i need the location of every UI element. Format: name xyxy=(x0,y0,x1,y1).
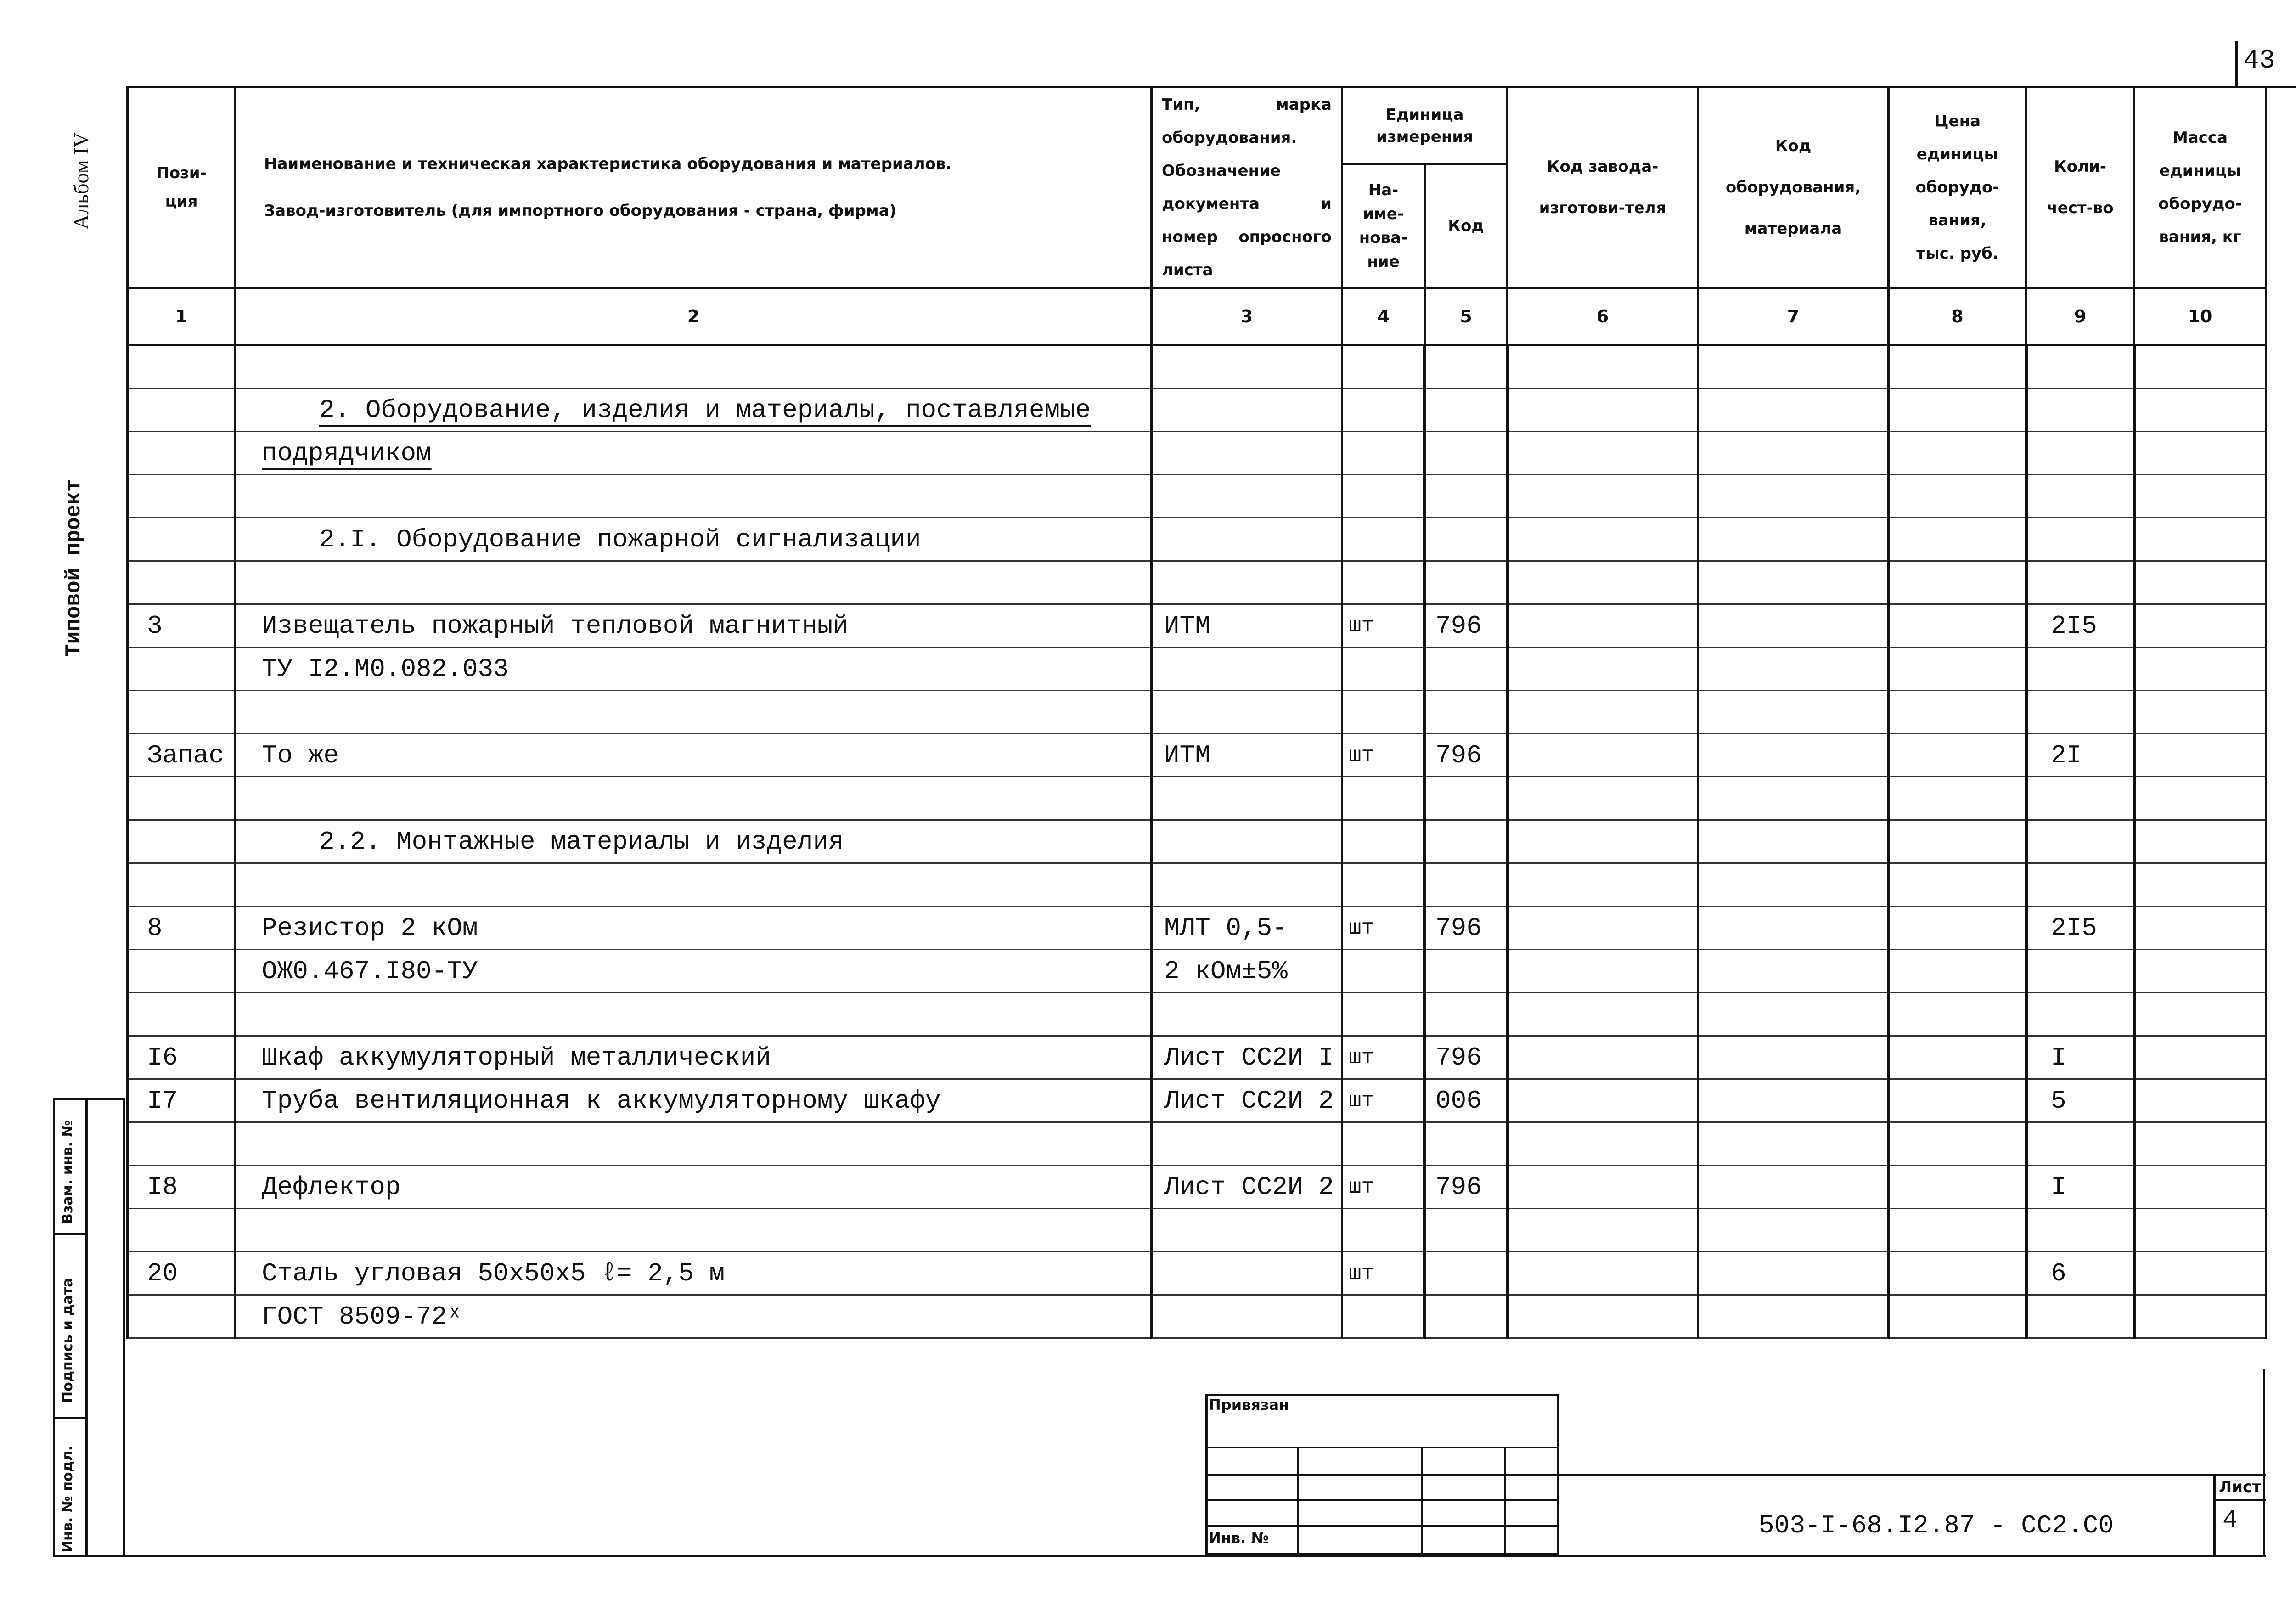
type-cell: Лист СС2И 2 xyxy=(1164,1172,1334,1202)
table-row xyxy=(128,950,2266,993)
col-number-1: 1 xyxy=(128,288,236,345)
position-cell: 3 xyxy=(147,611,163,641)
table-row xyxy=(128,863,2266,907)
top-sheet-number: 43 xyxy=(2243,46,2275,76)
table-row xyxy=(128,1252,2266,1295)
type-cell: Лист СС2И 2 xyxy=(1164,1086,1334,1115)
type-cell: МЛТ 0,5- xyxy=(1164,913,1288,943)
name-cell: Труба вентиляционная к аккумуляторному шкафу xyxy=(262,1086,941,1115)
header-type: Тип, марка оборудования. Обозначение документа и номер опросного листа xyxy=(1152,87,1342,288)
table-row xyxy=(128,820,2266,863)
bottom-frame-line xyxy=(53,1555,2266,1557)
unit-code-cell: 796 xyxy=(1435,740,1482,770)
quantity-cell: 5 xyxy=(2051,1086,2066,1115)
table-row xyxy=(128,734,2266,777)
section-title: 2.2. Монтажные материалы и изделия xyxy=(319,827,844,856)
quantity-cell: I xyxy=(2051,1042,2066,1072)
table-row xyxy=(128,518,2266,561)
quantity-cell: I xyxy=(2051,1172,2066,1202)
header-name-line1: Наименование и техническая характеристика оборудования и материалов. xyxy=(264,155,952,173)
table-row xyxy=(128,691,2266,734)
table-row xyxy=(128,389,2266,432)
sign-date-label: Подпись и дата xyxy=(60,1278,76,1403)
col-number-9: 9 xyxy=(2026,288,2134,345)
name-cell: ОЖ0.467.I80-ТУ xyxy=(262,956,478,986)
unit-name-cell: шт xyxy=(1349,1045,1374,1070)
unit-code-cell: 796 xyxy=(1435,611,1482,641)
header-name-line2: Завод-изготовитель (для импортного оборудования - страна, фирма) xyxy=(264,202,897,220)
quantity-cell: 6 xyxy=(2051,1258,2066,1288)
section-title: 2.I. Оборудование пожарной сигнализации xyxy=(319,524,921,554)
header-unit-code: Код xyxy=(1425,164,1508,288)
header-mass: Масса единицы оборудо-вания, кг xyxy=(2134,87,2266,288)
col-number-8: 8 xyxy=(1889,288,2026,345)
right-frame-line xyxy=(2263,1369,2265,1557)
position-cell: I7 xyxy=(147,1086,178,1115)
table-row xyxy=(128,1166,2266,1209)
unit-name-cell: шт xyxy=(1349,916,1374,940)
table-row xyxy=(128,1295,2266,1338)
header-price: Цена единицы оборудо-вания, тыс. руб. xyxy=(1889,87,2026,288)
name-cell: Резистор 2 кОм xyxy=(262,913,478,943)
header-quantity: Коли-чест-во xyxy=(2026,87,2134,288)
sheet-value: 4 xyxy=(2223,1506,2238,1534)
unit-code-cell: 796 xyxy=(1435,1172,1482,1202)
table-row xyxy=(128,1079,2266,1122)
col-number-10: 10 xyxy=(2134,288,2266,345)
name-cell: Сталь угловая 50x50x5 ℓ= 2,5 м xyxy=(262,1258,725,1288)
header-name xyxy=(236,87,1152,288)
header-unit-group: Единица измерения xyxy=(1342,87,1508,164)
table-row xyxy=(128,1209,2266,1252)
table-row xyxy=(128,1036,2266,1079)
top-sheet-number-border xyxy=(2235,41,2238,87)
col-number-3: 3 xyxy=(1152,288,1342,345)
table-row xyxy=(128,993,2266,1036)
project-label: Типовой проект xyxy=(62,479,86,657)
name-cell: ТУ I2.М0.082.033 xyxy=(262,654,509,684)
position-cell: I8 xyxy=(147,1172,178,1202)
table-row xyxy=(128,345,2266,389)
col-number-5: 5 xyxy=(1425,288,1508,345)
table-row xyxy=(128,1122,2266,1166)
table-body xyxy=(128,345,2266,1338)
unit-code-cell: 006 xyxy=(1435,1086,1482,1115)
name-cell: Шкаф аккумуляторный металлический xyxy=(262,1042,771,1072)
name-cell: ГОСТ 8509-72ˣ xyxy=(262,1301,462,1331)
position-cell: 8 xyxy=(147,913,163,943)
equipment-table xyxy=(126,86,2267,1339)
unit-name-cell: шт xyxy=(1349,1175,1374,1199)
position-cell: Запас xyxy=(147,740,225,770)
col-number-4: 4 xyxy=(1342,288,1425,345)
header-equipment-code: Код оборудования, материала xyxy=(1698,87,1889,288)
type-cell: ИТМ xyxy=(1164,740,1210,770)
stamp-inv-label: Инв. № xyxy=(1209,1529,1269,1547)
sheet-label: Лист xyxy=(2219,1478,2261,1496)
type-cell: 2 кОм±5% xyxy=(1164,956,1288,986)
table-row xyxy=(128,561,2266,604)
col-number-7: 7 xyxy=(1698,288,1889,345)
table-row xyxy=(128,648,2266,691)
col-number-2: 2 xyxy=(236,288,1152,345)
quantity-cell: 2I5 xyxy=(2051,611,2097,641)
header-unit-name: На-име-нова-ние xyxy=(1342,164,1425,288)
left-stamp-strip xyxy=(53,1098,125,1557)
header-plant-code: Код завода-изготови-теля xyxy=(1508,87,1698,288)
quantity-cell: 2I5 xyxy=(2051,913,2097,943)
unit-code-cell: 796 xyxy=(1435,913,1482,943)
unit-name-cell: шт xyxy=(1349,1088,1374,1113)
inv-orig-label: Инв. № подл. xyxy=(60,1445,76,1552)
table-row xyxy=(128,777,2266,820)
name-cell: Дефлектор xyxy=(262,1172,401,1202)
unit-name-cell: шт xyxy=(1349,614,1374,638)
album-label: Альбом IV xyxy=(69,132,93,230)
position-cell: 20 xyxy=(147,1258,178,1288)
document-code: 503-I-68.I2.87 - СС2.С0 xyxy=(1759,1511,2114,1540)
type-cell: ИТМ xyxy=(1164,611,1210,641)
name-cell: То же xyxy=(262,740,339,770)
header-position: Пози- ция xyxy=(128,87,236,288)
name-cell: Извещатель пожарный тепловой магнитный xyxy=(262,611,849,641)
table-row xyxy=(128,432,2266,475)
table-row xyxy=(128,604,2266,648)
unit-name-cell: шт xyxy=(1349,1261,1374,1285)
table-row xyxy=(128,907,2266,950)
vzam-label: Взам. инв. № xyxy=(60,1120,76,1224)
position-cell: I6 xyxy=(147,1042,178,1072)
section-title-continued: подрядчиком xyxy=(262,438,432,468)
table-row xyxy=(128,475,2266,518)
section-title: 2. Оборудование, изделия и материалы, поставляемые xyxy=(319,395,1091,425)
unit-code-cell: 796 xyxy=(1435,1042,1482,1072)
col-number-6: 6 xyxy=(1508,288,1698,345)
quantity-cell: 2I xyxy=(2051,740,2082,770)
stamp-bound-label: Привязан xyxy=(1209,1396,1289,1414)
unit-name-cell: шт xyxy=(1349,743,1374,767)
type-cell: Лист СС2И I xyxy=(1164,1042,1334,1072)
